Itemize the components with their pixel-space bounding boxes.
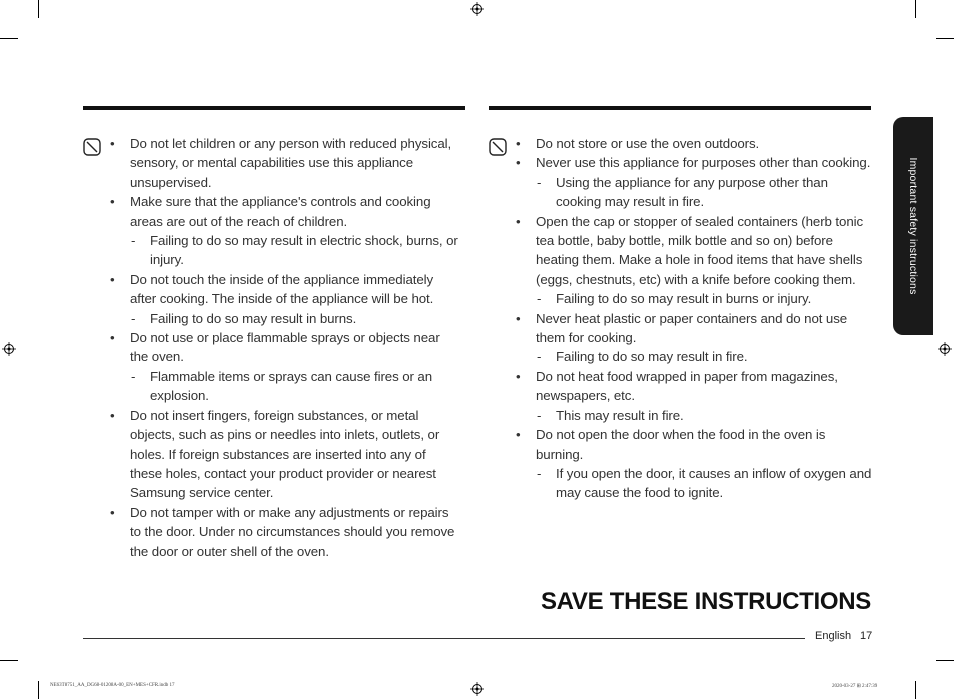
instruction-sub-item: - Using the appliance for any purpose other than cooking may result in fire. <box>514 173 872 212</box>
instruction-sub-item: - Failing to do so may result in burns or injury. <box>514 289 872 308</box>
side-tab-label: Important safety instructions <box>907 157 919 295</box>
right-column-rule <box>489 106 871 110</box>
instruction-sub-item: - Failing to do so may result in burns. <box>108 309 458 328</box>
left-instruction-list <box>108 134 458 561</box>
save-instructions-title: SAVE THESE INSTRUCTIONS <box>540 588 871 615</box>
page-number: 17 <box>860 630 873 642</box>
crop-mark <box>38 681 39 699</box>
instruction-bullet: • Do not heat food wrapped in paper from magazines, newspapers, etc. <box>514 367 872 406</box>
instruction-bullet: • Open the cap or stopper of sealed containers (herb tonic tea bottle, baby bottle, milk bottle and so on) before heating them. Make a hole in food items that have shells (eggs, chestnuts, etc) with a knife before cooking them. <box>514 212 872 290</box>
registration-mark-icon <box>938 342 952 356</box>
print-slug-left: NE63T8751_AA_DG68-01208A-00_EN+MES+CFR.indb 17 <box>50 683 175 688</box>
instruction-bullet: • Do not tamper with or make any adjustments or repairs to the door. Under no circumstances should you remove the door or outer shell of the oven. <box>108 503 458 561</box>
registration-mark-icon <box>470 2 484 16</box>
prohibited-icon <box>83 138 101 156</box>
registration-mark-icon <box>470 682 484 696</box>
instruction-sub-item: - If you open the door, it causes an inflow of oxygen and may cause the food to ignite. <box>514 464 872 503</box>
instruction-bullet: • Never use this appliance for purposes other than cooking. <box>514 153 872 172</box>
footer-language: English <box>815 630 852 642</box>
crop-mark <box>936 38 954 39</box>
instruction-bullet: • Do not open the door when the food in the oven is burning. <box>514 425 872 464</box>
instruction-sub-item: - Flammable items or sprays can cause fires or an explosion. <box>108 367 458 406</box>
crop-mark <box>936 660 954 661</box>
section-side-tab <box>893 117 933 335</box>
instruction-bullet: • Never heat plastic or paper containers and do not use them for cooking. <box>514 309 872 348</box>
instruction-sub-item: - Failing to do so may result in electric shock, burns, or injury. <box>108 231 458 270</box>
right-column <box>514 134 872 503</box>
footer-rule <box>83 638 805 639</box>
prohibited-icon <box>489 138 507 156</box>
left-column <box>108 134 458 561</box>
instruction-bullet: • Do not insert fingers, foreign substances, or metal objects, such as pins or needles into inlets, outlets, or holes. If foreign substances are inserted into any of these holes, contact your product provider or nearest Samsung service center. <box>108 406 458 503</box>
crop-mark <box>915 0 916 18</box>
instruction-bullet: • Do not store or use the oven outdoors. <box>514 134 872 153</box>
instruction-bullet: • Do not let children or any person with reduced physical, sensory, or mental capabilities use this appliance unsupervised. <box>108 134 458 192</box>
instruction-bullet: • Make sure that the appliance's controls and cooking areas are out of the reach of children. <box>108 192 458 231</box>
right-instruction-list <box>514 134 872 503</box>
registration-mark-icon <box>2 342 16 356</box>
instruction-bullet: • Do not touch the inside of the appliance immediately after cooking. The inside of the appliance will be hot. <box>108 270 458 309</box>
instruction-bullet: • Do not use or place flammable sprays or objects near the oven. <box>108 328 458 367</box>
instruction-sub-item: - Failing to do so may result in fire. <box>514 347 872 366</box>
instruction-sub-item: - This may result in fire. <box>514 406 872 425</box>
crop-mark <box>0 660 18 661</box>
left-column-rule <box>83 106 465 110</box>
crop-mark <box>0 38 18 39</box>
crop-mark <box>915 681 916 699</box>
print-slug-right: 2020-03-27 ⊞ 2:47:39 <box>832 684 878 689</box>
crop-mark <box>38 0 39 18</box>
